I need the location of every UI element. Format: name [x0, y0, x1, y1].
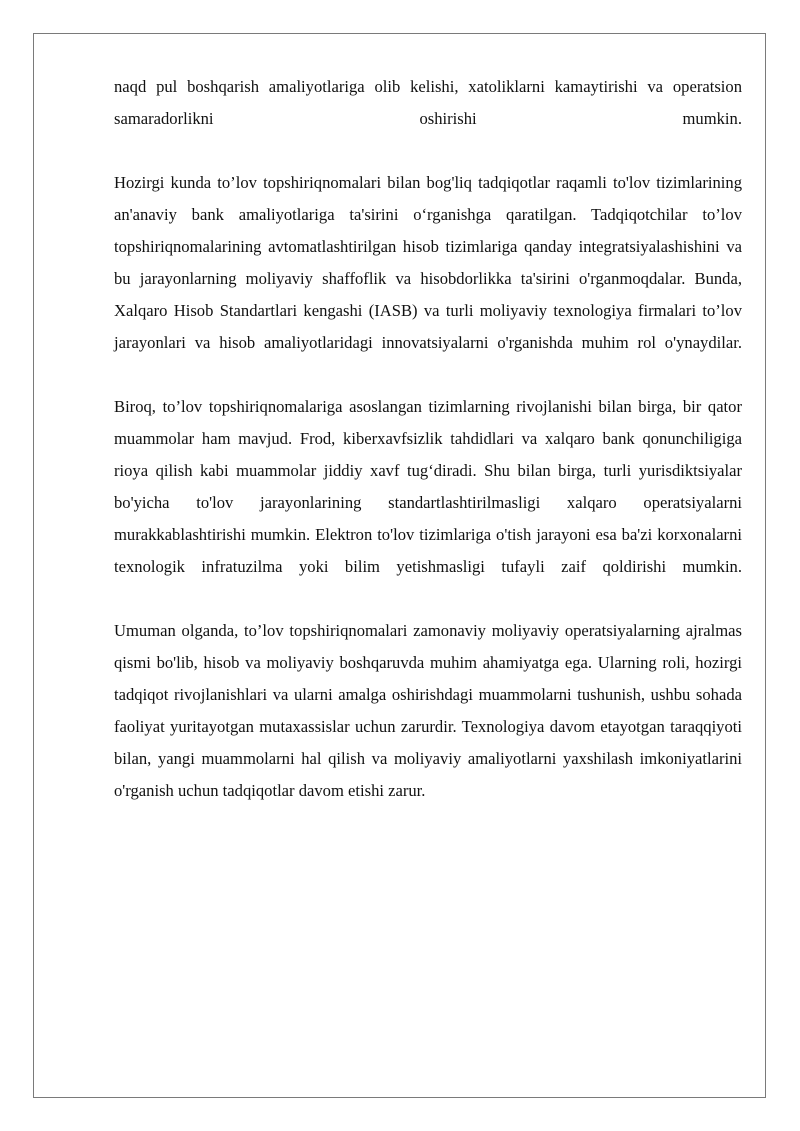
- document-body: [114, 71, 742, 839]
- paragraph-2: Hozirgi kunda to’lov topshiriqnomalari bilan bog'liq tadqiqotlar raqamli to'lov tizimlarining an'anaviy bank amaliyotlariga ta'sirini o‘rganishga qaratilgan. Tadqiqotchilar to’lov topshiriqnomalarining avtomatlashtirilgan hisob tizimlariga qanday integratsiyalashishini va bu jarayonlarning moliyaviy shaffoflik va hisobdorlikka ta'sirini o'rganmoqdalar. Bunda, Xalqaro Hisob Standartlari kengashi (IASB) va turli moliyaviy texnologiya firmalari to’lov jarayonlari va hisob amaliyotlaridagi innovatsiyalarni o'rganishda muhim rol o'ynaydilar.: [114, 173, 742, 352]
- paragraph-3: Biroq, to’lov topshiriqnomalariga asoslangan tizimlarning rivojlanishi bilan birga, bir qator muammolar ham mavjud. Frod, kiberxavfsizlik tahdidlari va xalqaro bank qonunchiligiga rioya qilish kabi muammolar jiddiy xavf tug‘diradi. Shu bilan birga, turli yurisdiktsiyalar bo'yicha to'lov jarayonlarining standartlashtirilmasligi xalqaro operatsiyalarni murakkablashtirishi mumkin. Elektron to'lov tizimlariga o'tish jarayoni esa ba'zi korxonalarni texnologik infratuzilma yoki bilim yetishmasligi tufayli zaif qoldirishi mumkin.: [114, 397, 742, 576]
- paragraph-1: naqd pul boshqarish amaliyotlariga olib kelishi, xatoliklarni kamaytirishi va operatsion samaradorlikni oshirishi mumkin.: [114, 77, 742, 128]
- paragraph-4: Umuman olganda, to’lov topshiriqnomalari zamonaviy moliyaviy operatsiyalarning ajralmas qismi bo'lib, hisob va moliyaviy boshqaruvda muhim ahamiyatga ega. Ularning roli, hozirgi tadqiqot rivojlanishlari va ularni amalga oshirishdagi muammolarni tushunish, ushbu sohada faoliyat yuritayotgan mutaxassislar uchun zarurdir. Texnologiya davom etayotgan taraqqiyoti bilan, yangi muammolarni hal qilish va moliyaviy amaliyotlarni yaxshilash imkoniyatlarini o'rganish uchun tadqiqotlar davom etishi zarur.: [114, 621, 742, 800]
